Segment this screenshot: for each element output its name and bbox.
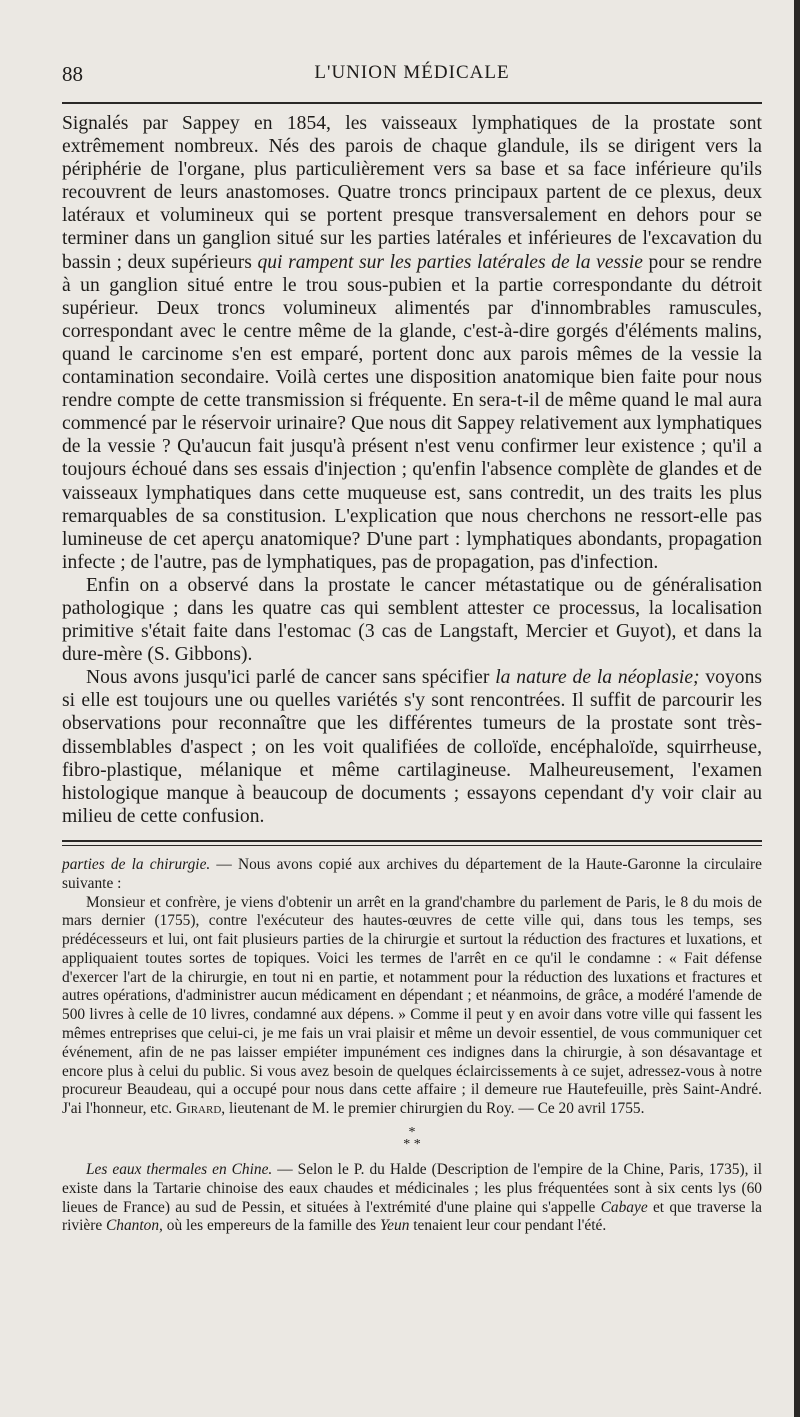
paragraph-neoplasia: [62, 666, 762, 828]
paragraph-thermal-waters: [62, 1161, 762, 1236]
thermal-waters-text-4: tenaient leur cour pendant l'été.: [413, 1217, 607, 1235]
circular-letter-end: lieutenant de M. le premier chirurgien du Roy. — Ce 20 avril 1755.: [228, 1100, 645, 1118]
page-header: [62, 62, 762, 96]
paragraph-lymphatics-rest: pour se rendre à un ganglion situé entre le trou sous-pubien et la partie correspondante du détroit supérieur. Deux troncs volumineux alimentés par d'innombrables ramuscules, correspondant avec le centre même de la glande, c'est-à-dire gorgés d'éléments malins, quand le carcinome s'en est emparé, portent donc aux parois mêmes de la vessie la contamination secondaire. Voilà certes une disposition anatomique bien faite pour nous rendre compte de cette transmission si fréquente. En sera-t-il de même quand le mal aura commencé par le réservoir urinaire? Que nous dit Sappey relativement aux lymphatiques de la vessie ? Qu'aucun fait jusqu'à présent n'est venu confirmer leur existence ; qu'il a toujours échoué dans ses essais d'injection ; qu'enfin l'absence complète de glandes et de vaisseaux lymphatiques dans cette muqueuse est, sans contredit, un des traits les plus remarquables de sa constitusion. L'explication que nous cherchons ne ressort-elle pas lumineuse de cet aperçu anatomique? D'une part : lymphatiques abondants, propagation infecte ; de l'autre, pas de lymphatiques, pas de propagation, pas d'infection.: [62, 251, 763, 573]
feuilleton-divider: [62, 840, 762, 846]
page-edge-shadow: [794, 0, 800, 1417]
page-number: 88: [62, 62, 83, 86]
circular-letter-signature: Girard,: [175, 1100, 226, 1118]
feuilleton-intro: [62, 856, 762, 894]
feuilleton: [62, 856, 762, 1236]
running-title: L'UNION MÉDICALE: [314, 62, 510, 83]
thermal-waters-text-2: et que traverse la rivière: [62, 1198, 762, 1235]
thermal-waters-river-chanton: Chanton,: [106, 1217, 163, 1235]
thermal-waters-title: Les eaux thermales en Chine.: [86, 1161, 273, 1179]
thermal-waters-place-cabaye: Cabaye: [600, 1198, 648, 1216]
thermal-waters-text-1: — Selon le P. du Halde (Description de l'empire de la Chine, Paris, 1735), il existe dans la Tartarie chinoise des eaux chaudes et médicinales ; les plus fréquentées sont à six cents lys (60 lieues de France) au sud de Pessin, et situées à l'extrémité d'une plaine qui s'appelle: [62, 1161, 762, 1216]
paragraph-lymphatics: [62, 112, 762, 574]
thermal-waters-dynasty-yeun: Yeun: [380, 1217, 410, 1235]
asterism-glyph: * * *: [403, 1125, 421, 1153]
thermal-waters-text-3: où les empereurs de la famille des: [166, 1217, 377, 1235]
paragraph-lymphatics-italic: qui rampent sur les parties latérales de la vessie: [257, 251, 643, 273]
header-rule: [62, 102, 762, 104]
circular-letter-body: Monsieur et confrère, je viens d'obtenir un arrêt en la grand'chambre du parlement de Paris, le 8 du mois de mars dernier (1755), contre l'exécuteur des hautes-œuvres de cette ville qui, dans tous les temps, ses prédécesseurs et lui, ont fait plusieurs parties de la chirurgie et surtout la réduction des fractures et luxations, et appliquaient toutes sortes de topiques. Voici les termes de l'arrêt en ce qu'il le condamne : « Fait défense d'exercer l'art de la chirurgie, en tout ni en partie, et notamment pour la réduction des luxations et fractures et autres opérations, d'administrer aucun médicament en dépendant ; et néanmoins, de grâce, a modéré l'amende de 500 livres à celle de 10 livres, condamné aux dépens. » Comme il peut y en avoir dans votre ville qui fassent les mêmes entreprises que celui-ci, je me fais un vrai plaisir et même un devoir essentiel, de vous communiquer cet événement, afin de ne pas laisser empiéter impunément ces indignes dans la chirurgie, à son désavantage et encore plus à celui du public. Si vous avez besoin de quelques éclaircissements à ce sujet, adressez-vous à notre procureur Beaudeau, qui a occupé pour nous dans cette affaire ; il demeure rue Hautefeuille, près Saint-André. J'ai l'honneur, etc.: [62, 893, 762, 1118]
paragraph-neoplasia-rest: voyons si elle est toujours une ou quelles variétés s'y sont rencontrées. Il suffit de parcourir les observations pour reconnaître que les différentes tumeurs de la prostate sont très-dissemblables d'aspect ; on les voit qualifiées de colloïde, encéphaloïde, squirrheuse, fibro-plastique, mélanique et même cartilagineuse. Malheureusement, l'examen histologique manque à beaucoup de documents ; essayons cependant d'y voir clair au milieu de cette confusion.: [62, 667, 762, 827]
asterism: [62, 1127, 762, 1151]
paragraph-lymphatics-text: Signalés par Sappey en 1854, les vaisseaux lymphatiques de la prostate sont extrêmement nombreux. Nés des parois de chaque glandule, ils se dirigent vers la périphérie de l'organe, plus particulièrement vers sa base et sa face inférieure qu'ils recouvrent de leurs anastomoses. Quatre troncs principaux partent de ce plexus, deux latéraux et volumineux qui se portent presque transversalement en dehors pour se terminer dans un ganglion situé sur les parties latérales et inférieures de l'excavation du bassin ; deux supérieurs: [62, 113, 762, 273]
paragraph-neoplasia-start: Nous avons jusqu'ici parlé de cancer sans spécifier: [86, 667, 490, 689]
circular-letter: [62, 894, 762, 1120]
paragraph-neoplasia-italic: la nature de la néoplasie;: [495, 667, 700, 689]
paragraph-metastatic: Enfin on a observé dans la prostate le cancer métastatique ou de généralisation pathologique ; dans les quatre cas qui semblent attester ce processus, la localisation primitive s'était faite dans l'estomac (3 cas de Langstaft, Mercier et Guyot), et dans la dure-mère (S. Gibbons).: [62, 574, 762, 666]
feuilleton-intro-italic: parties de la chirurgie.: [62, 855, 211, 873]
main-article: [62, 112, 762, 828]
feuilleton-intro-text: — Nous avons copié aux archives du département de la Haute-Garonne la circulaire suivante :: [62, 855, 762, 892]
